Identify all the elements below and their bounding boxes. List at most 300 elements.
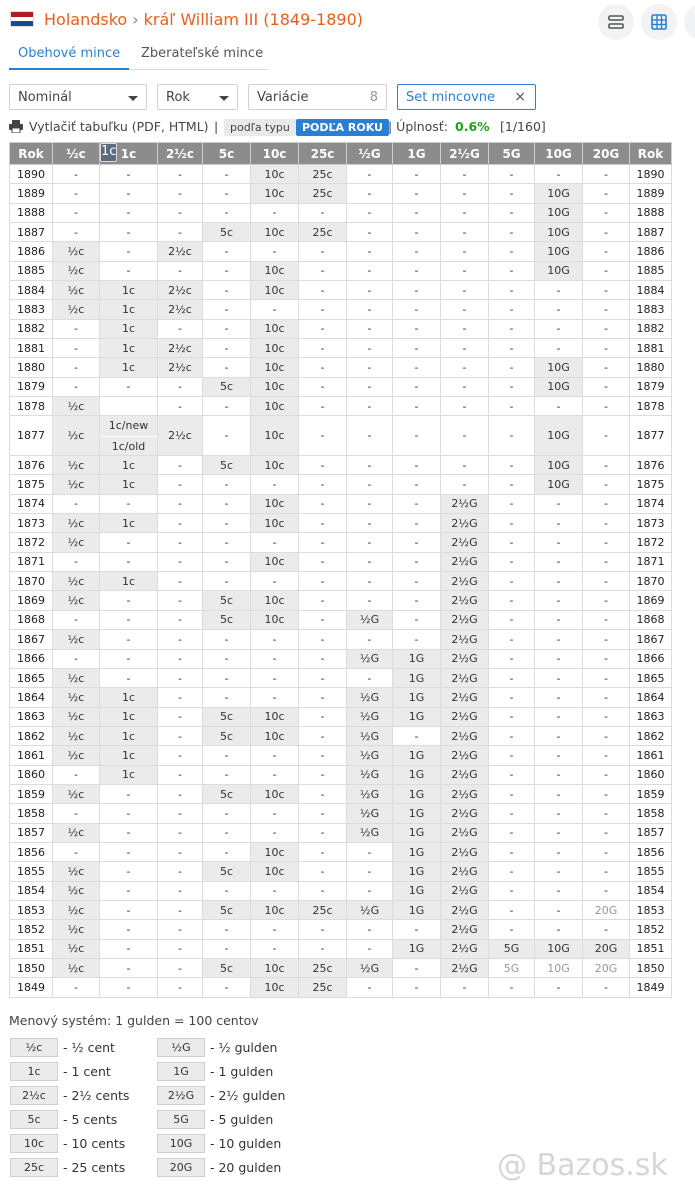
coin-variant[interactable]: 1c/old <box>100 436 157 455</box>
coin-cell[interactable]: ½c <box>53 591 100 610</box>
coin-cell: - <box>535 862 583 881</box>
year-cell: 1877 <box>10 416 53 456</box>
printer-icon[interactable] <box>9 120 23 136</box>
coin-cell[interactable]: ½c <box>53 533 100 552</box>
column-header[interactable]: 5c <box>203 143 251 165</box>
coin-cell[interactable]: 10c <box>251 397 299 416</box>
coin-cell[interactable]: 1G <box>393 881 441 900</box>
coin-cell[interactable]: 2½G <box>441 862 489 881</box>
coin-cell[interactable]: 2½G <box>441 784 489 803</box>
completeness-count: [1/160] <box>500 119 546 134</box>
column-header[interactable]: 10G <box>535 143 583 165</box>
coin-cell: - <box>441 242 489 261</box>
table-row <box>10 959 672 978</box>
coin-cell: - <box>441 184 489 203</box>
column-header[interactable]: 2½G <box>441 143 489 165</box>
coin-cell[interactable]: 1c <box>100 572 158 591</box>
mint-set-filter[interactable] <box>397 84 536 110</box>
year-cell: 1864 <box>630 688 672 707</box>
legend-chip: 1c <box>10 1062 58 1081</box>
coin-cell[interactable]: 1G <box>393 784 441 803</box>
coin-cell[interactable]: 10c <box>251 862 299 881</box>
year-cell: 1872 <box>10 533 53 552</box>
coin-cell: - <box>489 261 535 280</box>
coin-cell[interactable]: 5c <box>203 726 251 745</box>
coin-cell[interactable]: ½c <box>53 726 100 745</box>
year-cell: 1861 <box>630 746 672 765</box>
year-cell: 1884 <box>630 281 672 300</box>
column-header[interactable]: 1G <box>393 143 441 165</box>
coin-cell[interactable]: 5c <box>203 707 251 726</box>
tab-circulation-coins[interactable]: Obehové mince <box>9 46 129 70</box>
coin-cell: - <box>489 630 535 649</box>
column-header[interactable]: 20G <box>583 143 630 165</box>
coin-cell: - <box>251 533 299 552</box>
coin-cell[interactable]: 2½G <box>441 610 489 629</box>
coin-cell[interactable]: 2½G <box>441 707 489 726</box>
coin-cell[interactable]: 5c <box>203 456 251 475</box>
coin-cell[interactable]: 1c <box>100 339 158 358</box>
coin-cell[interactable]: 2½c <box>158 300 203 319</box>
coin-variant[interactable]: 1c/new <box>108 419 149 433</box>
coin-cell[interactable]: 1G <box>393 649 441 668</box>
coin-cell[interactable]: 2½G <box>441 842 489 861</box>
coin-cell[interactable]: 10G <box>535 475 583 494</box>
breadcrumb-country[interactable]: Holandsko <box>44 10 128 29</box>
coin-cell: - <box>158 552 203 571</box>
coin-cell: - <box>393 319 441 338</box>
coin-cell: - <box>441 358 489 377</box>
year-cell: 1880 <box>10 358 53 377</box>
coin-cell: - <box>251 242 299 261</box>
coin-cell: - <box>535 900 583 919</box>
table-row <box>10 494 672 513</box>
coin-cell: - <box>158 939 203 958</box>
coin-cell[interactable]: ½G <box>347 688 393 707</box>
coin-cell[interactable]: 1G <box>393 707 441 726</box>
coin-cell[interactable]: 10c <box>251 319 299 338</box>
coin-cell[interactable]: 10G <box>535 223 583 242</box>
coin-cell[interactable]: 20G <box>583 900 630 919</box>
coin-cell[interactable]: ½G <box>347 784 393 803</box>
coin-cell: - <box>203 514 251 533</box>
coin-cell[interactable]: 1G <box>393 746 441 765</box>
coin-cell: - <box>393 572 441 591</box>
coin-cell[interactable]: 2½G <box>441 939 489 958</box>
coin-cell[interactable]: 10G <box>535 959 583 978</box>
coin-cell: - <box>299 610 347 629</box>
coin-cell[interactable]: ½G <box>347 804 393 823</box>
column-header[interactable]: ½c <box>53 143 100 165</box>
coin-cell: - <box>535 514 583 533</box>
coin-cell[interactable]: ½c <box>53 784 100 803</box>
coin-cell: - <box>583 784 630 803</box>
coin-cell[interactable]: 2½G <box>441 572 489 591</box>
coin-cell[interactable]: 10c <box>251 726 299 745</box>
coin-cell[interactable]: 5c <box>203 784 251 803</box>
coin-cell[interactable]: 10c <box>251 456 299 475</box>
coin-cell[interactable]: ½c <box>53 823 100 842</box>
coin-cell[interactable]: 1c <box>100 300 158 319</box>
column-header[interactable]: 25c <box>299 143 347 165</box>
coin-cell[interactable]: 1G <box>393 842 441 861</box>
coin-cell[interactable]: 1c <box>100 456 158 475</box>
coin-cell[interactable]: 5c <box>203 862 251 881</box>
coin-cell: - <box>535 397 583 416</box>
coin-cell[interactable]: ½G <box>347 746 393 765</box>
coin-cell[interactable]: 2½G <box>441 591 489 610</box>
coin-cell[interactable]: ½c <box>53 514 100 533</box>
coin-cell: - <box>583 223 630 242</box>
coin-cell[interactable]: ½G <box>347 649 393 668</box>
coin-cell[interactable]: 5c <box>203 959 251 978</box>
coin-cell: - <box>489 726 535 745</box>
coin-cell[interactable]: ½G <box>347 707 393 726</box>
coin-cell: - <box>393 494 441 513</box>
coin-cell[interactable]: 25c <box>299 978 347 997</box>
coin-cell[interactable]: ½G <box>347 900 393 919</box>
coin-cell[interactable]: 2½G <box>441 668 489 687</box>
year-select[interactable] <box>157 84 238 110</box>
coin-cell[interactable]: ½c <box>53 900 100 919</box>
year-cell: 1858 <box>10 804 53 823</box>
legend-chip: 25c <box>10 1158 58 1177</box>
table-row <box>10 784 672 803</box>
coin-cell[interactable]: 2½G <box>441 494 489 513</box>
coin-cell[interactable]: ½c <box>53 261 100 280</box>
coin-cell[interactable]: ½c <box>53 397 100 416</box>
table-row <box>10 456 672 475</box>
coin-cell: - <box>53 978 100 997</box>
coin-cell[interactable]: ½c <box>53 475 100 494</box>
coin-cell[interactable]: 1G <box>393 804 441 823</box>
coin-cell[interactable]: 10c <box>251 223 299 242</box>
clear-filter-icon[interactable]: × <box>514 89 526 105</box>
coin-cell[interactable]: ½c <box>53 959 100 978</box>
coin-cell[interactable]: 1c <box>100 281 158 300</box>
coin-cell[interactable]: 1c <box>100 514 158 533</box>
coin-cell: - <box>441 339 489 358</box>
coin-cell[interactable]: 2½G <box>441 920 489 939</box>
coin-cell[interactable]: ½c <box>53 746 100 765</box>
coin-cell: - <box>251 475 299 494</box>
coin-cell: - <box>53 339 100 358</box>
column-header[interactable]: Rok <box>10 143 53 165</box>
coin-cell[interactable]: 10c <box>251 900 299 919</box>
coin-cell[interactable]: 10c <box>251 184 299 203</box>
coin-cell: - <box>489 281 535 300</box>
coin-cell: - <box>299 881 347 900</box>
grid-view-button[interactable] <box>641 4 677 40</box>
coin-cell: - <box>489 862 535 881</box>
coin-cell[interactable]: ½c <box>53 920 100 939</box>
coin-cell[interactable]: 2½G <box>441 959 489 978</box>
legend-text: - ½ gulden <box>210 1040 278 1055</box>
coin-cell: - <box>203 746 251 765</box>
coin-cell: - <box>100 494 158 513</box>
coin-cell: - <box>158 377 203 396</box>
coin-cell[interactable]: 10G <box>535 261 583 280</box>
coin-cell[interactable]: 10c <box>251 610 299 629</box>
coin-cell: - <box>299 300 347 319</box>
coin-cell[interactable]: ½c <box>53 668 100 687</box>
legend-text: - 5 cents <box>63 1112 118 1127</box>
table-row <box>10 165 672 184</box>
coin-cell: - <box>53 765 100 784</box>
coin-cell: - <box>347 339 393 358</box>
coin-cell[interactable]: 1G <box>393 939 441 958</box>
coin-cell[interactable]: 10c <box>251 261 299 280</box>
coin-cell[interactable]: 10G <box>535 456 583 475</box>
coin-cell[interactable]: 5G <box>489 959 535 978</box>
coin-cell[interactable]: 10G <box>535 184 583 203</box>
coin-cell[interactable]: 10G <box>535 377 583 396</box>
table-row <box>10 552 672 571</box>
coin-cell: - <box>489 358 535 377</box>
coin-cell: - <box>535 668 583 687</box>
table-row <box>10 630 672 649</box>
coin-cell[interactable]: 2½c <box>158 358 203 377</box>
list-view-button[interactable] <box>598 4 634 40</box>
coin-cell[interactable]: 5c <box>203 610 251 629</box>
coin-cell: - <box>299 920 347 939</box>
coin-cell[interactable]: ½G <box>347 959 393 978</box>
table-row <box>10 203 672 222</box>
nominal-select[interactable] <box>9 84 147 110</box>
table-row <box>10 591 672 610</box>
coin-cell[interactable]: 1G <box>393 823 441 842</box>
coin-cell[interactable]: 20G <box>583 939 630 958</box>
chevron-down-icon <box>219 96 229 101</box>
coin-cell: - <box>158 668 203 687</box>
coin-cell[interactable]: 5c <box>203 377 251 396</box>
coin-cell[interactable]: 1G <box>393 688 441 707</box>
coin-cell[interactable]: 10G <box>535 358 583 377</box>
coin-cell: - <box>583 533 630 552</box>
by-type-toggle[interactable]: podľa typu <box>224 119 296 136</box>
year-cell: 1887 <box>630 223 672 242</box>
year-cell: 1867 <box>10 630 53 649</box>
coin-cell[interactable]: 2½G <box>441 746 489 765</box>
coin-cell[interactable]: 10c <box>251 591 299 610</box>
coin-cell[interactable]: 2½G <box>441 765 489 784</box>
coin-cell[interactable]: 25c <box>299 900 347 919</box>
coin-cell[interactable]: ½c <box>53 688 100 707</box>
coin-cell[interactable]: 25c <box>299 959 347 978</box>
coin-cell: - <box>489 456 535 475</box>
coin-cell: - <box>299 823 347 842</box>
coin-cell[interactable]: ½G <box>347 765 393 784</box>
coin-cell[interactable]: 2½c <box>158 281 203 300</box>
coin-cell[interactable]: ½c <box>53 300 100 319</box>
column-header[interactable]: 1c <box>100 143 158 165</box>
legend-chip: 10G <box>157 1134 205 1153</box>
coin-cell[interactable]: ½c <box>53 416 100 456</box>
coin-cell[interactable]: 2½G <box>441 900 489 919</box>
coin-cell[interactable]: 2½c <box>158 242 203 261</box>
coin-cell[interactable]: 10G <box>535 939 583 958</box>
coin-cell[interactable]: 1c <box>100 475 158 494</box>
coin-cell[interactable]: 1c <box>100 358 158 377</box>
coin-cell: - <box>299 939 347 958</box>
coin-cell: - <box>489 784 535 803</box>
coin-cell: - <box>583 862 630 881</box>
coin-cell[interactable]: 10c <box>251 494 299 513</box>
table-row <box>10 920 672 939</box>
coin-cell[interactable]: 1c <box>100 319 158 338</box>
year-cell: 1874 <box>630 494 672 513</box>
coin-cell[interactable]: 1G <box>393 765 441 784</box>
year-cell: 1888 <box>10 203 53 222</box>
coin-cell: - <box>251 746 299 765</box>
coin-cell: - <box>347 572 393 591</box>
coin-cell[interactable]: ½c <box>53 572 100 591</box>
coin-cell[interactable]: 2½c <box>158 339 203 358</box>
coin-cell[interactable]: ½c <box>53 862 100 881</box>
coin-cell[interactable]: ½c <box>53 939 100 958</box>
coin-cell[interactable]: 10c <box>251 552 299 571</box>
coin-cell[interactable]: 1c <box>100 143 117 162</box>
coin-cell[interactable]: 10c <box>251 416 299 456</box>
coin-cell[interactable]: 2½G <box>441 649 489 668</box>
coin-cell[interactable]: 2½G <box>441 804 489 823</box>
year-cell: 1856 <box>10 842 53 861</box>
coin-cell: - <box>251 203 299 222</box>
grid-icon <box>650 13 668 31</box>
coin-cell[interactable]: 10G <box>535 416 583 456</box>
coin-cell: - <box>535 300 583 319</box>
coin-cell: - <box>347 242 393 261</box>
coin-cell[interactable]: 10G <box>535 203 583 222</box>
coin-cell[interactable]: ½G <box>347 823 393 842</box>
table-row <box>10 397 672 416</box>
coin-cell[interactable]: 10c <box>251 784 299 803</box>
coin-cell[interactable]: ½c <box>53 881 100 900</box>
year-cell: 1855 <box>630 862 672 881</box>
column-header[interactable]: 10c <box>251 143 299 165</box>
coin-cell: - <box>203 319 251 338</box>
year-cell: 1849 <box>630 978 672 997</box>
coin-cell: - <box>158 165 203 184</box>
coin-cell[interactable]: 2½c <box>158 416 203 456</box>
coin-cell[interactable]: 5c <box>203 900 251 919</box>
more-button[interactable] <box>684 4 695 40</box>
coin-cell[interactable]: 20G <box>583 959 630 978</box>
coin-cell: - <box>347 668 393 687</box>
coin-cell: - <box>347 203 393 222</box>
coin-cell[interactable]: ½c <box>53 242 100 261</box>
coin-cell: - <box>53 552 100 571</box>
coin-cell: - <box>203 184 251 203</box>
coin-cell[interactable]: 10c <box>251 281 299 300</box>
coin-cell[interactable]: 1c <box>100 726 158 745</box>
coin-cell: - <box>583 610 630 629</box>
coin-cell[interactable]: 2½G <box>441 726 489 745</box>
coin-cell: - <box>489 300 535 319</box>
column-header[interactable]: Rok <box>630 143 672 165</box>
year-cell: 1859 <box>10 784 53 803</box>
coin-cell[interactable]: ½c <box>53 707 100 726</box>
coin-cell[interactable]: 1G <box>393 668 441 687</box>
coin-cell: - <box>347 416 393 456</box>
coin-cell: - <box>299 668 347 687</box>
coin-cell[interactable]: 1c <box>100 765 158 784</box>
coin-cell[interactable]: ½G <box>347 610 393 629</box>
coin-cell[interactable]: 5c <box>203 591 251 610</box>
variations-filter[interactable] <box>248 84 387 110</box>
coin-cell[interactable]: 10c <box>251 978 299 997</box>
coin-cell[interactable]: ½c <box>53 630 100 649</box>
coin-cell[interactable]: 2½G <box>441 823 489 842</box>
tab-collector-coins[interactable]: Zberateľské mince <box>141 46 264 61</box>
print-table-link[interactable]: Vytlačiť tabuľku (PDF, HTML) <box>29 119 209 134</box>
column-header[interactable]: ½G <box>347 143 393 165</box>
coin-cell: - <box>53 610 100 629</box>
coin-cell[interactable]: 1G <box>393 900 441 919</box>
coin-cell: - <box>441 223 489 242</box>
coin-cell: - <box>583 261 630 280</box>
coin-cell[interactable]: 10c <box>251 377 299 396</box>
coin-cell[interactable]: 2½G <box>441 533 489 552</box>
year-cell: 1856 <box>630 842 672 861</box>
coin-cell[interactable]: 10c <box>251 358 299 377</box>
coin-cell[interactable]: 2½G <box>441 881 489 900</box>
coin-cell[interactable]: 1c <box>100 746 158 765</box>
coin-cell: - <box>203 572 251 591</box>
coin-cell[interactable]: 25c <box>299 223 347 242</box>
coin-cell[interactable]: 10c <box>251 707 299 726</box>
coin-cell: - <box>583 397 630 416</box>
coin-cell[interactable]: 1c <box>100 688 158 707</box>
coin-cell[interactable]: 10G <box>535 242 583 261</box>
coin-cell[interactable]: 5G <box>489 939 535 958</box>
coin-cell: - <box>53 842 100 861</box>
coin-cell[interactable]: 10c <box>251 959 299 978</box>
column-header[interactable]: 2½c <box>158 143 203 165</box>
coin-cell: - <box>583 804 630 823</box>
coin-cell[interactable]: 2½G <box>441 688 489 707</box>
coin-cell[interactable]: 2½G <box>441 552 489 571</box>
coin-cell: - <box>299 862 347 881</box>
coin-cell: - <box>393 358 441 377</box>
coin-cell[interactable]: ½c <box>53 281 100 300</box>
year-cell: 1853 <box>630 900 672 919</box>
coin-cell[interactable]: 2½G <box>441 514 489 533</box>
coin-cell[interactable]: ½c <box>53 456 100 475</box>
coin-cell[interactable]: 10c <box>251 339 299 358</box>
coin-cell[interactable]: 25c <box>299 165 347 184</box>
coin-cell[interactable]: 5c <box>203 223 251 242</box>
coin-cell: - <box>299 804 347 823</box>
column-header[interactable]: 5G <box>489 143 535 165</box>
coin-cell[interactable]: 10c <box>251 514 299 533</box>
coin-cell: - <box>535 842 583 861</box>
coin-cell[interactable]: 1G <box>393 862 441 881</box>
by-year-toggle[interactable]: PODĽA ROKU <box>296 119 389 136</box>
year-cell: 1859 <box>630 784 672 803</box>
year-cell: 1886 <box>10 242 53 261</box>
coin-cell: - <box>583 591 630 610</box>
coin-cell[interactable]: 2½G <box>441 630 489 649</box>
coin-cell[interactable]: 10c <box>251 842 299 861</box>
coin-cell[interactable]: 1c <box>100 707 158 726</box>
coin-cell: - <box>583 630 630 649</box>
coin-cell[interactable]: 10c <box>251 165 299 184</box>
coin-cell: - <box>299 456 347 475</box>
coin-cell[interactable]: 25c <box>299 184 347 203</box>
coin-cell[interactable]: ½G <box>347 726 393 745</box>
coin-cell: - <box>299 261 347 280</box>
